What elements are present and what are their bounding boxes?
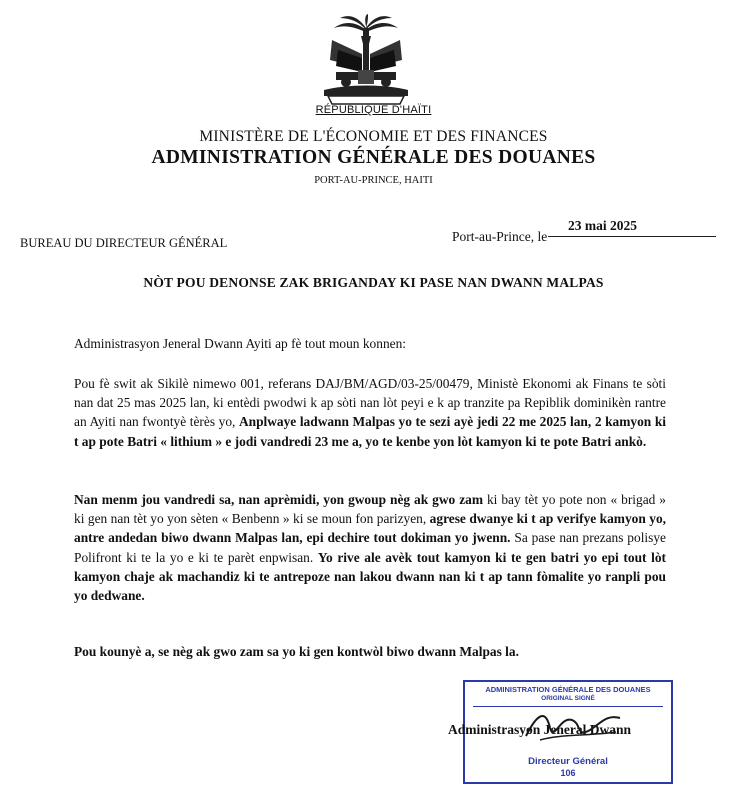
ministry-heading: MINISTÈRE DE L'ÉCONOMIE ET DES FINANCES (199, 128, 548, 145)
stamp-line-administration: ADMINISTRATION GÉNÉRALE DES DOUANES (485, 685, 651, 694)
paragraph-seizure (74, 374, 666, 451)
coat-of-arms-emblem (318, 14, 414, 106)
paragraph-attack-bold-1: Nan menm jou vandredi sa, nan aprèmidi, yon gwoup nèg ak gwo zam (74, 492, 483, 507)
paragraph-attack-bold-3: Yo rive ale avèk tout kamyon ki te gen batri yo epi tout lòt kamyon chaje ak machandiz ki te antrepoze nan lakou dwann nan ki t ap tann fòmalite yo ranpli pou yo dedwane. (74, 549, 666, 604)
stamp-line-director: Directeur Général (528, 756, 608, 767)
stamp-line-original: ORIGINAL SIGNÉ (541, 695, 595, 702)
paragraph-attack (74, 490, 666, 605)
paragraph-attack-bold-2: agrese dwanye ki t ap verifye kamyon yo, antre andedan biwo dwann Malpas lan, epi dechire tout dokiman yo jwenn. (74, 511, 666, 546)
paragraph-seizure-bold: Anplwaye ladwann Malpas yo te sezi ayè jedi 22 me 2025 lan, 2 kamyon ki t ap pote Batri « lithium » e jodi vandredi 23 me a, yo te kenbe yon lòt kamyon ki te pote Batri ankò. (74, 414, 666, 449)
date-underline (548, 236, 716, 237)
paragraph-seizure-text: Pou fè swit ak Sikilè nimewo 001, referans DAJ/BM/AGD/03-25/00479, Ministè Ekonomi ak Finans te sòti nan dat 25 mas 2025 lan, ki entèdi pwodwi k ap sòti nan lòt peyi e k ap tranzite pa Repiblik dominikèn rantre an Ayiti nan fwontyè tèrès yo, (74, 376, 666, 430)
place-prefix: Port-au-Prince, le (452, 229, 548, 244)
paragraph-control (74, 642, 666, 661)
document-title: NÒT POU DENONSE ZAK BRIGANDAY KI PASE NAN DWANN MALPAS (143, 275, 604, 290)
document-date: 23 mai 2025 (568, 218, 637, 233)
administration-heading: ADMINISTRATION GÉNÉRALE DES DOUANES (151, 147, 596, 168)
paragraph-attack-text-1: ki bay tèt yo pote non « brigad » ki gen nan tèt yo yon sèten « Benbenn » ki se moun fon parizyen, (74, 492, 666, 527)
intro-paragraph: Administrasyon Jeneral Dwann Ayiti ap fè tout moun konnen: (74, 336, 406, 351)
bureau-label: BUREAU DU DIRECTEUR GÉNÉRAL (20, 236, 228, 250)
city-heading: PORT-AU-PRINCE, HAITI (314, 175, 433, 186)
republic-heading: RÉPUBLIQUE D'HAÏTI (315, 104, 432, 116)
stamp-line-number: 106 (560, 768, 576, 778)
signature-name: Administrasyon Jeneral Dwann (448, 722, 632, 737)
paragraph-control-bold: Pou kounyè a, se nèg ak gwo zam sa yo ki gen kontwòl biwo dwann Malpas la. (74, 644, 519, 659)
handwritten-signature (520, 706, 630, 746)
paragraph-attack-text-2: Sa pase nan prezans polisye Polifront ki te la yo e ki te parèt enpwisan. (74, 530, 666, 565)
